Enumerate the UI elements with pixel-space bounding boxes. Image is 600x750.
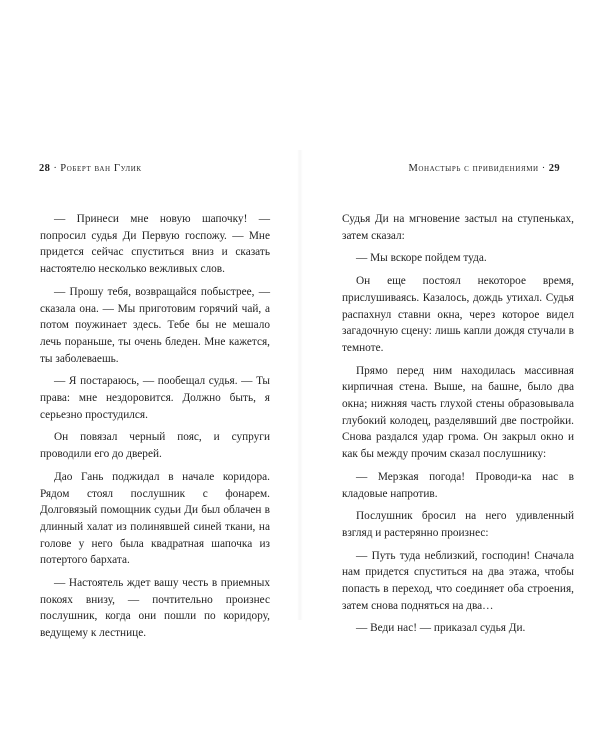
paragraph: — Принеси мне новую шапочку! — попросил судья Ди Первую госпожу. — Мне придется сейчас спуститься вниз и сказать настоятелю несколько вежливых слов. xyxy=(40,213,270,276)
paragraph: Он еще постоял некоторое время, прислушиваясь. Казалось, дождь утихал. Судья распахнул ставни окна, через которое видел загадочную сцену: лишь капли дождя стучали в темноте. xyxy=(342,275,574,354)
right-page-number: 29 xyxy=(548,163,560,174)
paragraph: — Мерзкая погода! Проводи-ка нас в кладовые напротив. xyxy=(342,470,574,500)
right-running-header xyxy=(408,163,560,174)
paragraph: — Я постараюсь, — пообещал судья. — Ты права: мне нездоровится. Должно быть, я серьезно простудился. xyxy=(40,375,270,421)
right-body-text xyxy=(342,211,574,637)
right-page xyxy=(300,0,600,750)
left-running-head-author: Роберт ван Гулик xyxy=(60,163,142,174)
paragraph: — Настоятель ждет вашу честь в приемных покоях внизу, — почтительно произнес послушник, когда они пошли по коридору, ведущему к лестнице. xyxy=(40,577,270,640)
paragraph: Он повязал черный пояс, и супруги проводили его до дверей. xyxy=(40,431,270,461)
paragraph: — Прошу тебя, возвращайся побыстрее, — сказала она. — Мы приготовим горячий чай, а потом поужинает здесь. Тебе бы не мешало лечь пораньше, ты очень бледен. Мне кажется, ты заболеваешь. xyxy=(40,285,270,365)
paragraph: Дао Гань поджидал в начале коридора. Рядом стоял послушник с фонарем. Долговязый помощник судьи Ди был облачен в длинный халат из полинявшей синей ткани, на голове у него была квадратная шапочка из потертого бархата. xyxy=(40,470,270,567)
left-header-separator: · xyxy=(53,163,58,174)
paragraph: — Путь туда неблизкий, господин! Сначала нам придется спуститься на два этажа, чтобы попасть в переход, что соединяет оба строения, затем снова подняться на два… xyxy=(342,549,574,612)
left-page-number: 28 xyxy=(39,163,51,174)
paragraph-continued: Судья Ди на мгновение застыл на ступеньках, затем сказал: xyxy=(342,213,574,242)
right-running-head-title: Монастырь с привидениями xyxy=(408,163,539,174)
paragraph: — Мы вскоре пойдем туда. xyxy=(356,252,487,265)
right-header-separator: · xyxy=(541,163,546,174)
paragraph: Послушник бросил на него удивленный взгляд и растерянно произнес: xyxy=(342,510,574,539)
paragraph: Прямо перед ним находилась массивная кирпичная стена. Выше, на башне, было два окна; нижняя часть глухой стены образовывала глубокий колодец, разделявший две постройки. Снова раздался удар грома. Он закрыл окно и как бы между прочим сказал послушнику: xyxy=(342,364,574,461)
paragraph: — Веди нас! — приказал судья Ди. xyxy=(356,622,526,635)
left-body-text xyxy=(40,211,270,642)
left-running-header xyxy=(39,163,142,174)
